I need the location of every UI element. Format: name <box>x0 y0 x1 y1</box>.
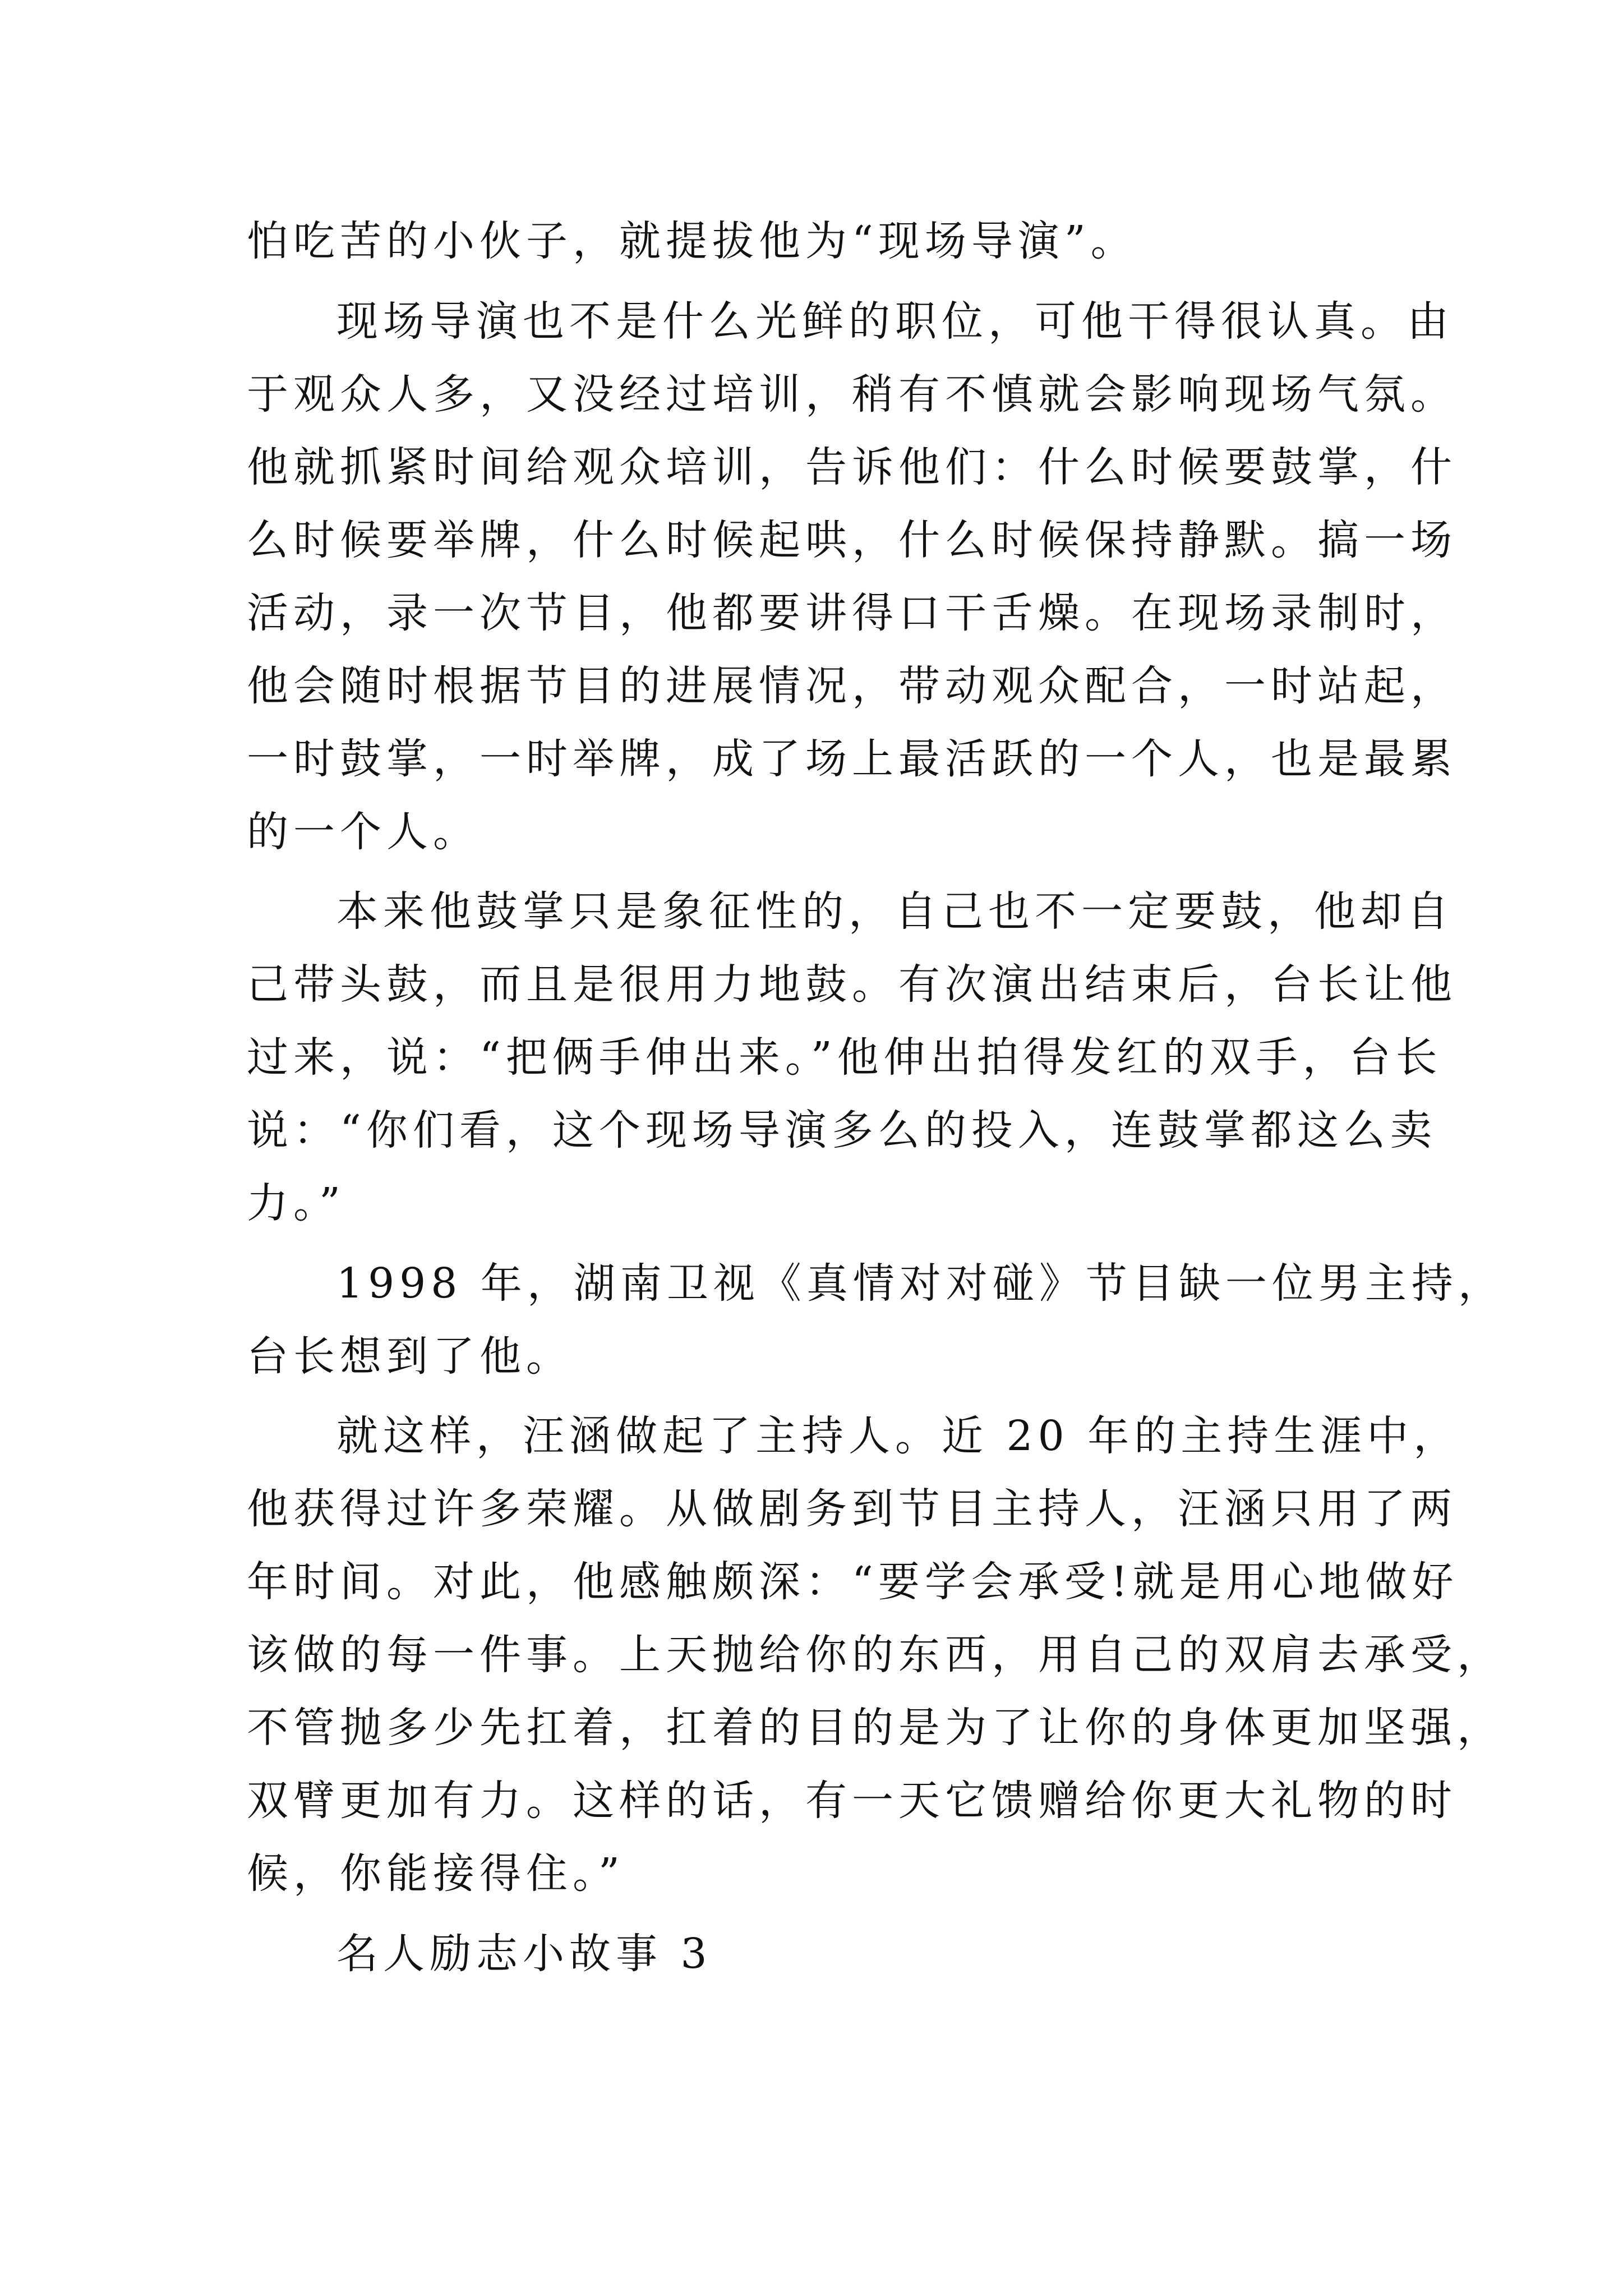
text-line: 不管抛多少先扛着，扛着的目的是为了让你的身体更加坚强， <box>247 1704 1504 1752</box>
text-line: 怕吃苦的小伙子，就提拔他为“现场导演”。 <box>247 217 1137 265</box>
text-line: 双臂更加有力。这样的话，有一天它馈赠给你更大礼物的时 <box>247 1777 1457 1825</box>
text-line: 他会随时根据节目的进展情况，带动观众配合，一时站起， <box>247 662 1457 710</box>
text-line: 现场导演也不是什么光鲜的职位，可他干得很认真。由 <box>336 297 1454 346</box>
text-line: 己带头鼓，而且是很用力地鼓。有次演出结束后，台长让他 <box>247 960 1457 1009</box>
text-line: 年时间。对此，他感触颇深：“要学会承受!就是用心地做好 <box>247 1558 1459 1606</box>
text-line: 1998 年，湖南卫视《真情对对碰》节目缺一位男主持， <box>336 1259 1505 1308</box>
text-line: 于观众人多，又没经过培训，稍有不慎就会影响现场气氛。 <box>247 370 1457 418</box>
text-line: 过来，说：“把俩手伸出来。”他伸出拍得发红的双手，台长 <box>247 1033 1442 1082</box>
section-heading: 名人励志小故事 3 <box>336 1930 712 1978</box>
text-line: 本来他鼓掌只是象征性的，自己也不一定要鼓，他却自 <box>336 887 1454 936</box>
text-line: 么时候要举牌，什么时候起哄，什么时候保持静默。搞一场 <box>247 516 1457 564</box>
text-line: 该做的每一件事。上天抛给你的东西，用自己的双肩去承受， <box>247 1631 1504 1679</box>
text-line: 他获得过许多荣耀。从做剧务到节目主持人，汪涵只用了两 <box>247 1485 1457 1533</box>
text-line: 活动，录一次节目，他都要讲得口干舌燥。在现场录制时， <box>247 589 1457 637</box>
text-line: 台长想到了他。 <box>247 1332 573 1381</box>
text-line: 候，你能接得住。” <box>247 1849 625 1898</box>
text-line: 的一个人。 <box>247 808 479 856</box>
text-line: 就这样，汪涵做起了主持人。近 20 年的主持生涯中， <box>336 1412 1460 1460</box>
text-line: 一时鼓掌，一时举牌，成了场上最活跃的一个人，也是最累 <box>247 735 1457 783</box>
text-line: 力。” <box>247 1179 345 1227</box>
text-line: 说：“你们看，这个现场导演多么的投入，连鼓掌都这么卖 <box>247 1106 1437 1154</box>
text-line: 他就抓紧时间给观众培训，告诉他们：什么时候要鼓掌，什 <box>247 443 1457 491</box>
